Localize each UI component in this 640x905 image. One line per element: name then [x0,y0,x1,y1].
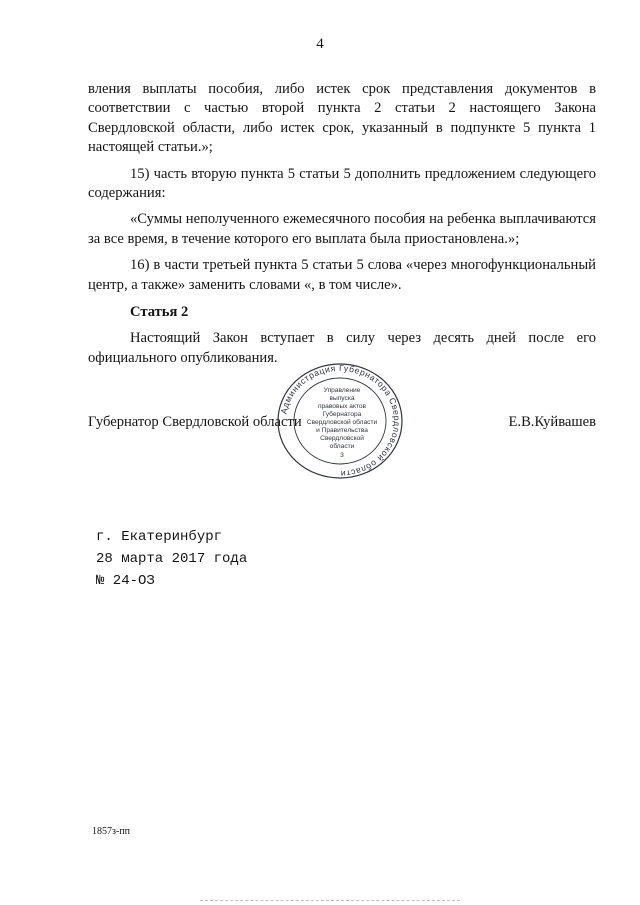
footer-date: 28 марта 2017 года [96,551,248,567]
paragraph-continuation: вления выплаты пособия, либо истек срок представления документов в соответствии с частью второй пункта 2 статьи 2 настоящего Закона Свердловской области, либо истек срок, указанный в подпункте 5 пункта 1 настоящей статьи.»; [88,81,596,156]
seal-line-8: области [329,443,355,450]
signature-name: Е.В.Куйвашев [508,414,596,430]
seal-line-4: Губернатора [322,411,362,418]
seal-line-9: 3 [340,452,344,459]
seal-outer-text: Администрация Губернатора Свердловской области [278,362,403,480]
article-heading: Статья 2 [130,304,189,321]
seal-line-6: и Правительства [316,427,368,434]
document-body [88,80,596,368]
document-footer [96,526,247,592]
document-code: 1857з-пп [92,826,130,837]
seal-line-5: Свердловской области [306,419,378,426]
page-number: 4 [316,36,324,52]
footer-city: г. Екатеринбург [96,529,223,545]
seal-line-7: Свердловской [320,435,364,442]
footer-number: № 24-ОЗ [96,573,155,589]
seal-line-3: правовых актов [317,403,367,410]
scan-edge-mark [200,900,460,902]
seal-line-1: Управление [323,387,361,394]
paragraph-item-15: 15) часть вторую пункта 5 статьи 5 дополнить предложением следующего содержания: [88,165,596,202]
article-text: Настоящий Закон вступает в силу через десять дней после его официального опубликования. [88,330,596,366]
paragraph-item-16: 16) в части третьей пункта 5 статьи 5 слова «через многофункциональный центр, а также» заменить словами «, в том числе». [88,257,596,293]
paragraph-quote: «Суммы неполученного ежемесячного пособия на ребенка выплачиваются за все время, в течение которого его выплата была приостановлена.»; [88,211,596,247]
seal-line-2: выпуска [329,395,355,402]
signature-title: Губернатор Свердловской области [88,414,302,430]
